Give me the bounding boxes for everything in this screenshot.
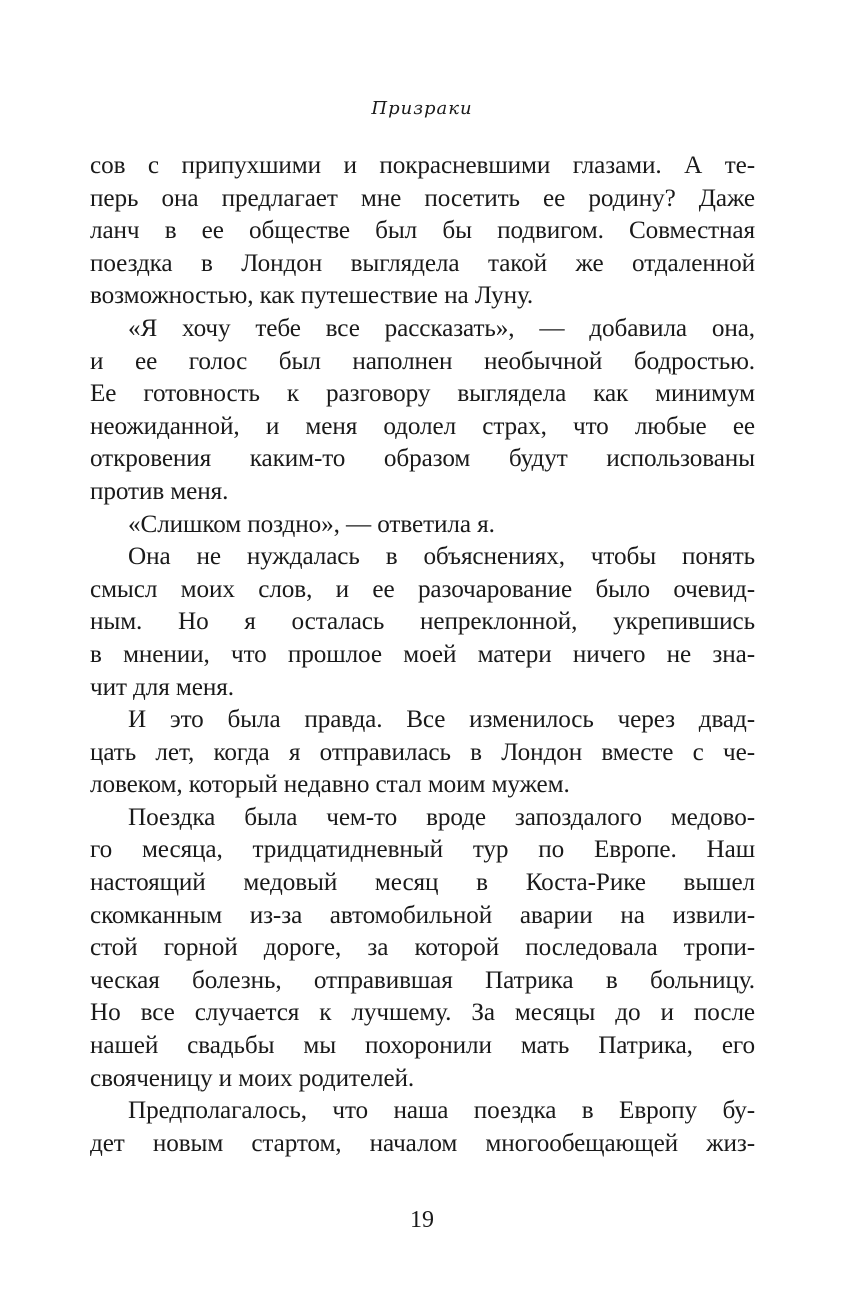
text-line: И это была правда. Все изменилось через двад- — [128, 706, 755, 734]
text-line: Она не нуждалась в объяснениях, чтобы понять — [128, 543, 755, 571]
text-line: нашей свадьбы мы похоронили мать Патрика, его — [90, 1032, 755, 1060]
text-line: ческая болезнь, отправившая Патрика в больницу. — [90, 966, 755, 994]
text-line: Поездка была чем-то вроде запоздалого медово- — [128, 803, 755, 831]
text-line: откровения каким-то образом будут использованы — [90, 445, 755, 473]
text-line: ловеком, который недавно стал моим мужем. — [90, 771, 570, 799]
text-line: Но все случается к лучшему. За месяцы до и после — [90, 999, 755, 1027]
text-line: дет новым стартом, началом многообещающей жиз- — [90, 1129, 755, 1157]
text-line: возможностью, как путешествие на Луну. — [90, 282, 534, 310]
text-line: сов с припухшими и покрасневшими глазами. А те- — [90, 152, 755, 179]
text-line: ланч в ее обществе был бы подвигом. Совместная — [90, 217, 755, 245]
text-line: «Слишком поздно», — ответила я. — [128, 510, 495, 538]
text-line: и ее голос был наполнен необычной бодростью. — [90, 347, 755, 375]
text-line: в мнении, что прошлое моей матери ничего не зна- — [90, 640, 755, 668]
text-line: против меня. — [90, 477, 229, 505]
text-line: ным. Но я осталась непреклонной, укрепившись — [90, 608, 755, 636]
running-header-title: Призраки — [371, 98, 473, 119]
text-line: смысл моих слов, и ее разочарование было очевид- — [90, 575, 755, 603]
text-line: свояченицу и моих родителей. — [90, 1064, 415, 1092]
text-line: неожиданной, и меня одолел страх, что любые ее — [90, 412, 755, 440]
text-line: скомканным из-за автомобильной аварии на извили- — [90, 901, 755, 929]
text-line: чит для меня. — [90, 673, 234, 701]
text-line: перь она предлагает мне посетить ее родину? Даже — [90, 184, 755, 212]
text-line: го месяца, тридцатидневный тур по Европе. Наш — [90, 836, 755, 864]
page-number: 19 — [410, 1207, 434, 1233]
text-line: стой горной дороге, за которой последовала тропи- — [90, 934, 755, 962]
text-line: настоящий медовый месяц в Коста-Рике вышел — [90, 869, 755, 897]
text-line: поездка в Лондон выглядела такой же отдаленной — [90, 249, 755, 277]
text-line: Предполагалось, что наша поездка в Европу бу- — [128, 1097, 755, 1125]
page-body-text — [90, 150, 755, 1160]
text-line: Ее готовность к разговору выглядела как минимум — [90, 380, 755, 408]
text-line: «Я хочу тебе все рассказать», — добавила она, — [128, 314, 755, 342]
text-line: цать лет, когда я отправилась в Лондон вместе с че- — [90, 738, 755, 766]
